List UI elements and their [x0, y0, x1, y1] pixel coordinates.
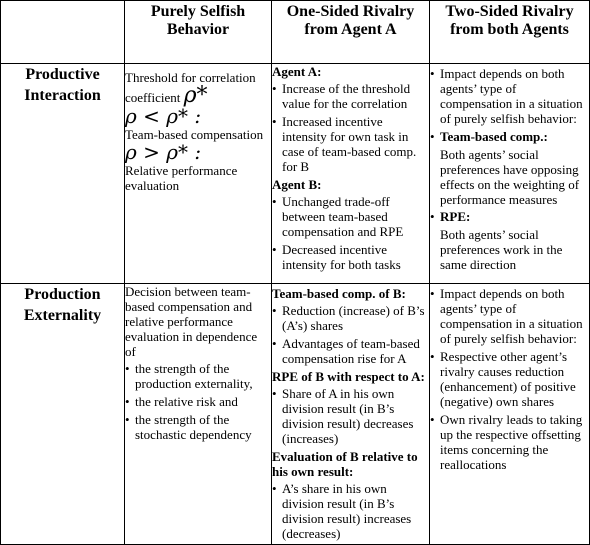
rpe-b-list — [272, 386, 429, 446]
header-two-sided-rivalry: Two-Sided Rivalry from both Agents — [430, 1, 590, 64]
row-label-line2: Externality — [23, 307, 102, 324]
list-item: • the strength of the stochastic dependency — [125, 412, 271, 442]
list-item: • Increased incentive intensity for own task in case of team-based comp. for B — [272, 114, 429, 174]
rpe-text: Both agents’ social preferences work in the same direction — [440, 227, 563, 272]
decision-intro: Decision between team-based compensation and relative performance evaluation in dependence of — [125, 284, 258, 359]
agent-b-list — [272, 194, 429, 272]
list-item: • Advantages of team-based compensation rise for A — [272, 336, 429, 366]
decision-list — [125, 361, 271, 442]
list-item: • Respective other agent’s rivalry causes reduction (enhancement) of positive (negative) own shares — [430, 349, 589, 409]
list-item: • Increase of the threshold value for the correlation — [272, 81, 429, 111]
cell-productive-one-sided — [272, 64, 430, 284]
agent-a-heading: Agent A: — [272, 64, 322, 79]
cell-externality-two-sided — [430, 284, 590, 545]
list-item: • Impact depends on both agents’ type of compensation in a situation of purely selfish behavior: — [430, 286, 589, 346]
rho-star: ρ* — [183, 83, 208, 108]
list-item — [430, 129, 589, 144]
row-label-line2: Interaction — [24, 87, 101, 104]
list-item: • the strength of the production externality, — [125, 361, 271, 391]
list-item: • the relative risk and — [125, 394, 271, 409]
list-item: • A’s share in his own division result (in B’s division result) increases (decreases) — [272, 481, 429, 541]
agent-b-heading: Agent B: — [272, 177, 322, 192]
row-label-line1: Production — [24, 286, 101, 303]
row-productive-interaction — [1, 64, 590, 284]
evaluation-b-list — [272, 481, 429, 541]
row-label-productive — [1, 64, 125, 284]
agent-a-list — [272, 81, 429, 174]
two-sided-rpe-list — [430, 209, 589, 224]
row-label-line1: Productive — [25, 66, 100, 83]
list-item: • Unchanged trade-off between team-based compensation and RPE — [272, 194, 429, 239]
two-sided-externality-list — [430, 286, 589, 472]
list-item: • Impact depends on both agents’ type of compensation in a situation of purely selfish behavior: — [430, 66, 589, 126]
rpe-b-heading: RPE of B with respect to A: — [272, 369, 425, 384]
team-based-compensation-text: Team-based compensation — [125, 127, 264, 142]
list-item: • Share of A in his own division result (in B’s division result) decreases (increases) — [272, 386, 429, 446]
relative-performance-text: Relative performance evaluation — [125, 163, 238, 193]
two-sided-productive-list — [430, 66, 589, 144]
rpe-heading: RPE: — [440, 209, 471, 224]
cell-productive-two-sided — [430, 64, 590, 284]
row-label-externality — [1, 284, 125, 545]
cell-externality-one-sided — [272, 284, 430, 545]
team-based-heading: Team-based comp.: — [440, 129, 548, 144]
list-item — [430, 209, 589, 224]
evaluation-b-heading: Evaluation of B relative to his own result: — [272, 449, 418, 479]
rho-less-than: ρ < ρ* : — [125, 104, 202, 128]
list-item: • Decreased incentive intensity for both tasks — [272, 242, 429, 272]
rho-greater-than: ρ > ρ* : — [125, 140, 202, 164]
threshold-text: Threshold for correlation coefficient — [125, 70, 256, 105]
cell-productive-selfish — [125, 64, 272, 284]
team-based-b-heading: Team-based comp. of B: — [272, 286, 406, 301]
header-purely-selfish: Purely Selfish Behavior — [125, 1, 272, 64]
header-empty — [1, 1, 125, 64]
list-item: • Reduction (increase) of B’s (A’s) shares — [272, 303, 429, 333]
list-item: • Own rivalry leads to taking up the respective offsetting items concerning the reallocations — [430, 412, 589, 472]
header-one-sided-rivalry: One-Sided Rivalry from Agent A — [272, 1, 430, 64]
header-row — [1, 1, 590, 64]
team-based-text: Both agents’ social preferences have opposing effects on the weighting of performance measures — [440, 147, 580, 207]
team-based-b-list — [272, 303, 429, 366]
row-production-externality — [1, 284, 590, 545]
cell-externality-selfish — [125, 284, 272, 545]
